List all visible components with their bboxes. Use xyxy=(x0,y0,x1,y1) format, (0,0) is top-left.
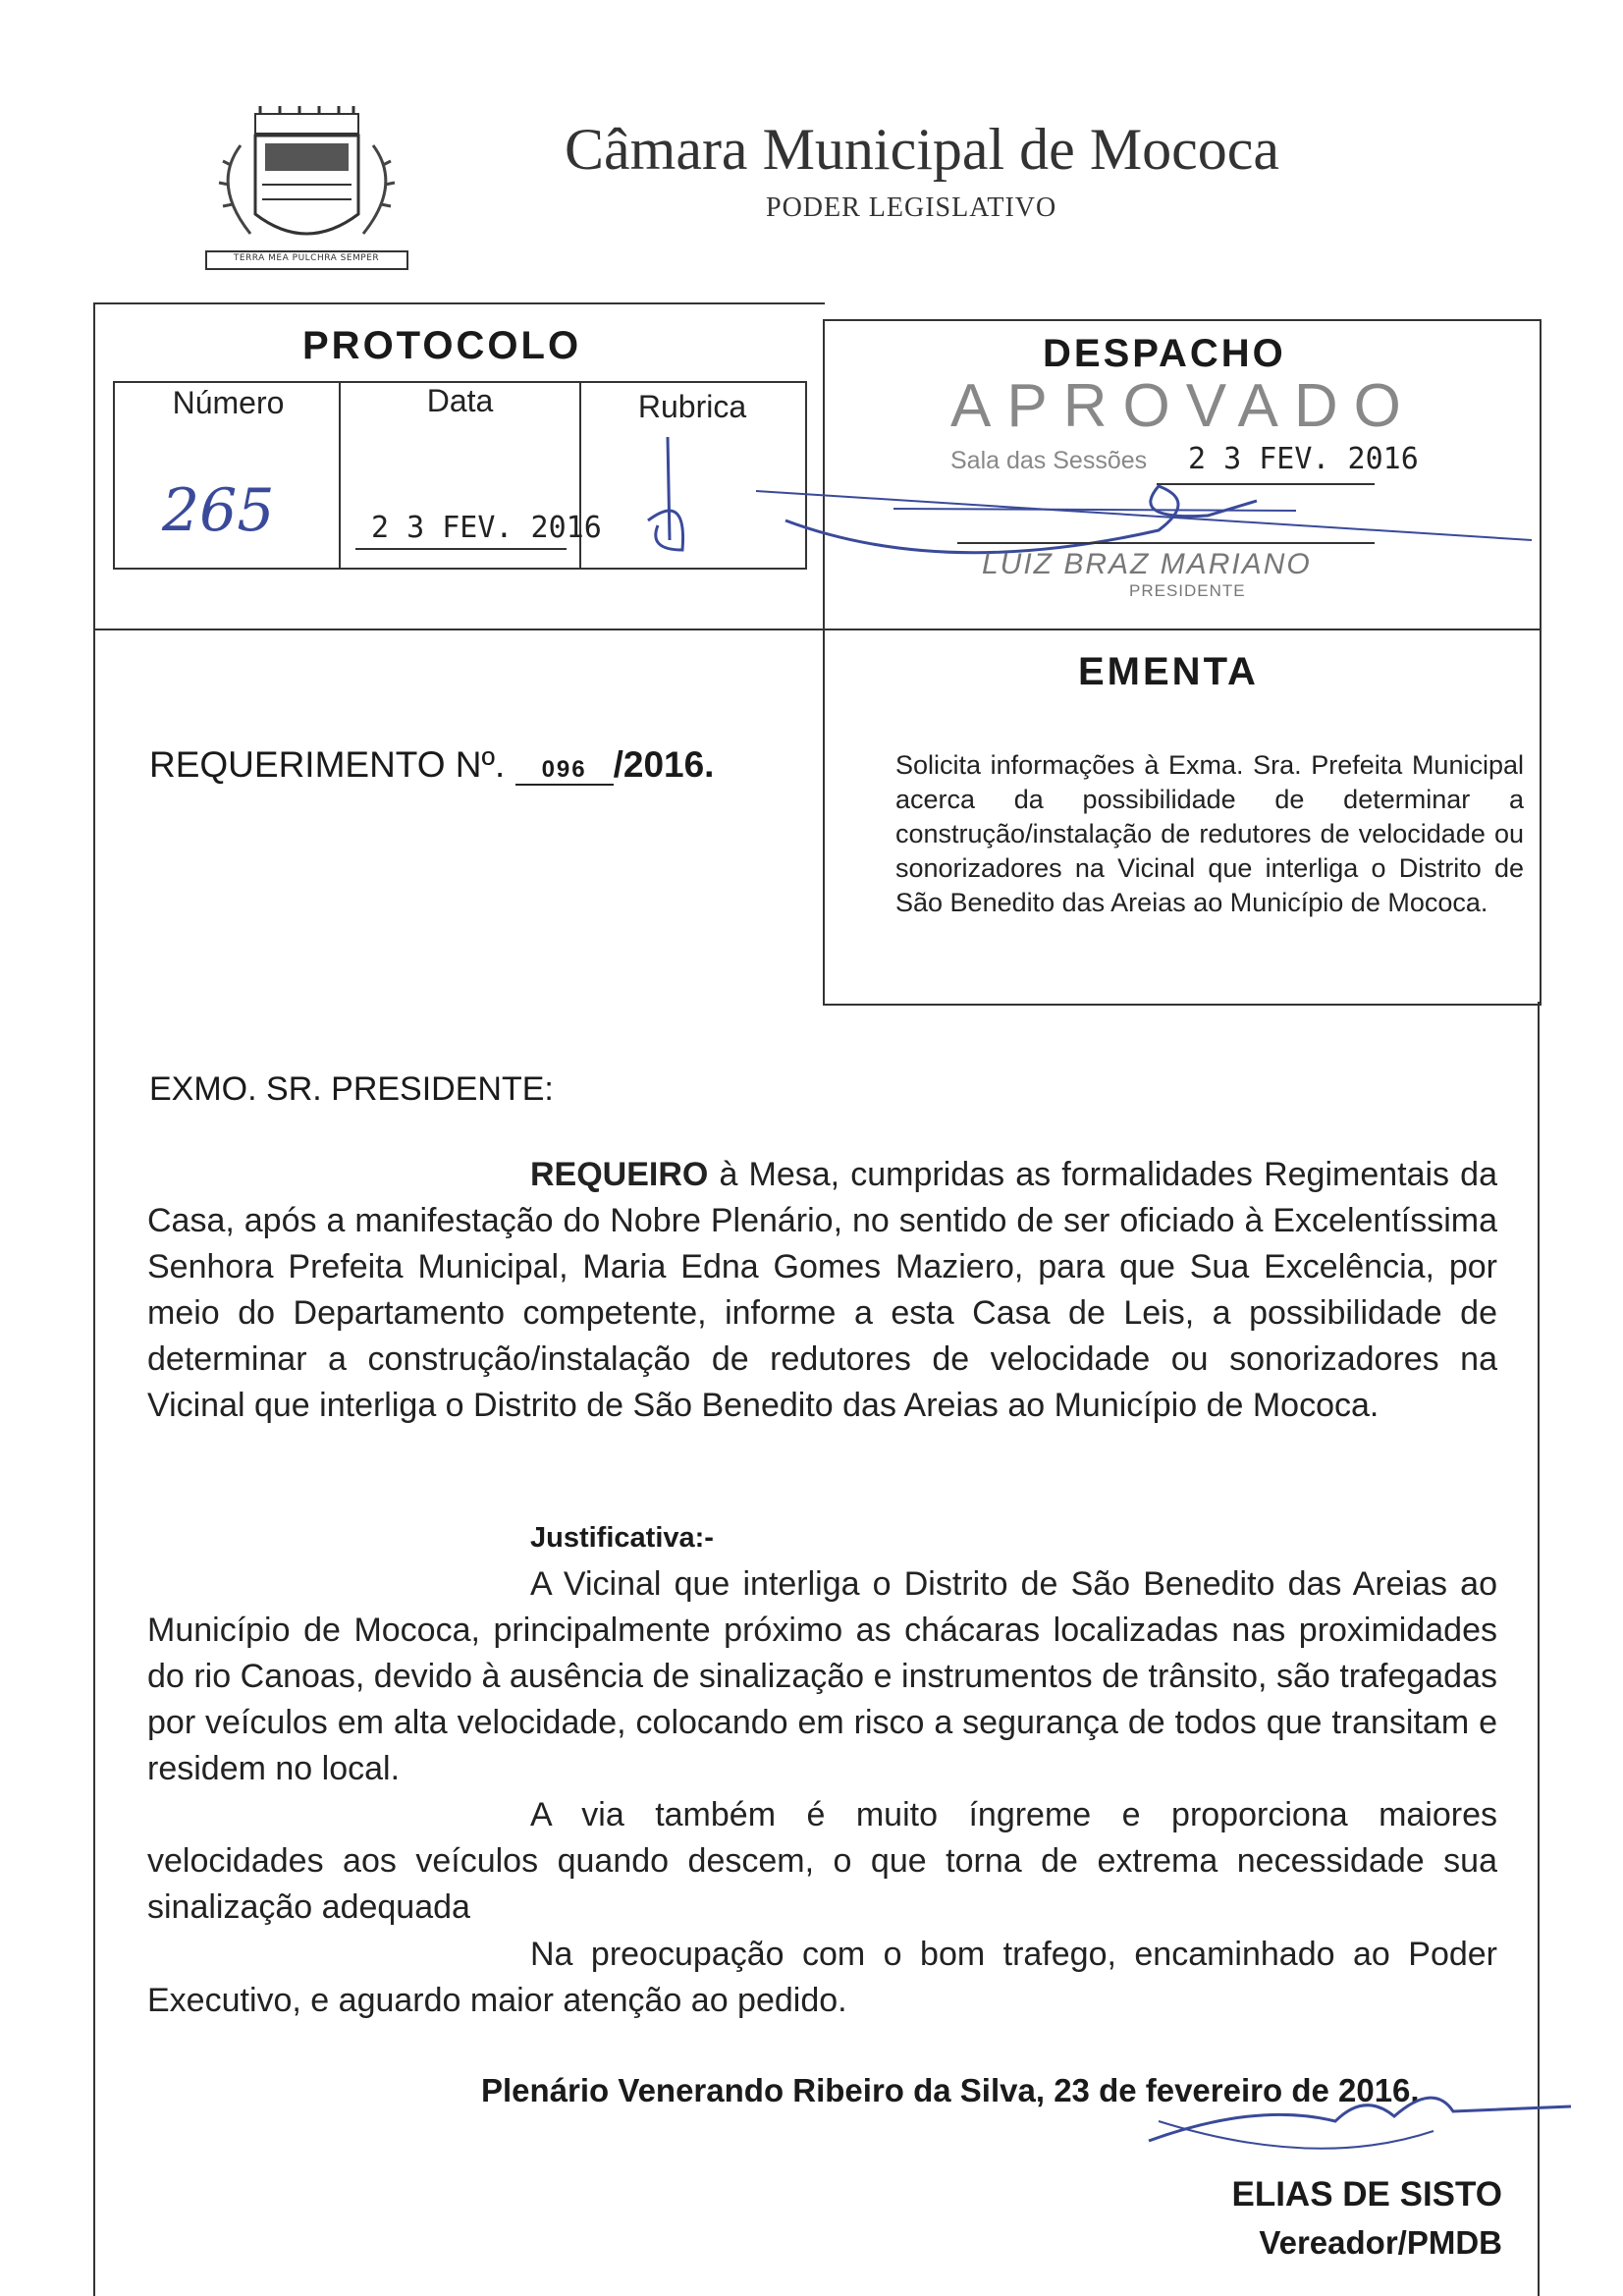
request-text: à Mesa, cumpridas as formalidades Regimentais da Casa, após a manifestação do Nobre Plenário, no sentido de ser oficiado à Excelentíssima Senhora Prefeita Municipal, Maria Edna Gomes Maziero, para que Sua Excelência, por meio do Departamento competente, informe a esta Casa de Leis, a possibilidade de determinar a construção/instalação de redutores de velocidade ou sonorizadores na Vicinal que interliga o Distrito de São Benedito das Areias ao Município de Mococa. xyxy=(147,1156,1497,1424)
place-date: Plenário Venerando Ribeiro da Silva, 23 de fevereiro de 2016. xyxy=(481,2072,1420,2108)
president-name: LUIZ BRAZ MARIANO xyxy=(982,548,1312,580)
frame-left-line xyxy=(93,302,95,2296)
sala-sessoes-label: Sala das Sessões xyxy=(950,447,1148,474)
protocolo-col-numero: Número xyxy=(172,385,285,420)
signer-name: ELIAS DE SISTO xyxy=(1231,2175,1502,2214)
request-bold-word: REQUEIRO xyxy=(530,1156,709,1193)
justification-text-3: Na preocupação com o bom trafego, encaminhado ao Poder Executivo, e aguardo maior atenção ao pedido. xyxy=(147,1936,1497,2019)
coat-of-arms-logo xyxy=(201,106,412,288)
councilor-signature xyxy=(1139,2062,1581,2170)
protocolo-data-underline xyxy=(355,548,567,550)
salutation: EXMO. SR. PRESIDENTE: xyxy=(149,1070,554,1108)
president-signature-line xyxy=(957,542,1375,544)
crest-motto: TERRA MEA PULCHRA SEMPER xyxy=(233,253,380,263)
requerimento-suffix: /2016. xyxy=(613,744,715,785)
justification-paragraph-1 xyxy=(147,1561,1497,1792)
ementa-heading: EMENTA xyxy=(1078,650,1259,693)
requerimento-title xyxy=(149,744,714,786)
justification-text-1: A Vicinal que interliga o Distrito de São Benedito das Areias ao Município de Mococa, principalmente próximo as chácaras localizadas nas proximidades do rio Canoas, devido à ausência de sinalização e instrumentos de trânsito, são trafegadas por veículos em alta velocidade, colocando em risco a segurança de todos que transitam e residem no local. xyxy=(147,1565,1497,1787)
chamber-title: Câmara Municipal de Mococa xyxy=(565,117,1280,182)
justification-paragraph-2 xyxy=(147,1792,1497,1931)
requerimento-prefix: REQUERIMENTO Nº. xyxy=(149,744,506,785)
justification-text-2: A via também é muito íngreme e proporciona maiores velocidades aos veículos quando descem, o que torna de extrema necessidade sua sinalização adequada xyxy=(147,1796,1497,1926)
protocolo-col-data: Data xyxy=(426,383,494,418)
sala-sessoes-date: 2 3 FEV. 2016 xyxy=(1188,442,1419,476)
request-paragraph xyxy=(147,1152,1497,1429)
justificativa-label: Justificativa:- xyxy=(530,1522,714,1554)
frame-top-line xyxy=(93,302,825,304)
rubrica-signature xyxy=(628,432,746,560)
protocolo-data-value: 2 3 FEV. 2016 xyxy=(371,511,602,545)
signer-role: Vereador/PMDB xyxy=(1259,2224,1502,2261)
requerimento-number: 096 xyxy=(515,756,614,786)
protocolo-col-rubrica: Rubrica xyxy=(637,389,747,424)
aprovado-stamp: APROVADO xyxy=(950,372,1417,440)
ementa-text: Solicita informações à Exma. Sra. Prefeita Municipal acerca da possibilidade de determinar a construção/instalação de redutores de velocidade ou sonorizadores na Vicinal que interliga o Distrito de São Benedito das Areias ao Município de Mococa. xyxy=(895,750,1524,917)
despacho-heading: DESPACHO xyxy=(1043,332,1286,375)
protocolo-heading: PROTOCOLO xyxy=(302,324,582,367)
president-title: PRESIDENTE xyxy=(1129,581,1246,600)
justification-paragraph-3 xyxy=(147,1932,1497,2024)
chamber-subtitle: PODER LEGISLATIVO xyxy=(766,192,1057,223)
protocolo-numero-value: 265 xyxy=(162,476,275,545)
